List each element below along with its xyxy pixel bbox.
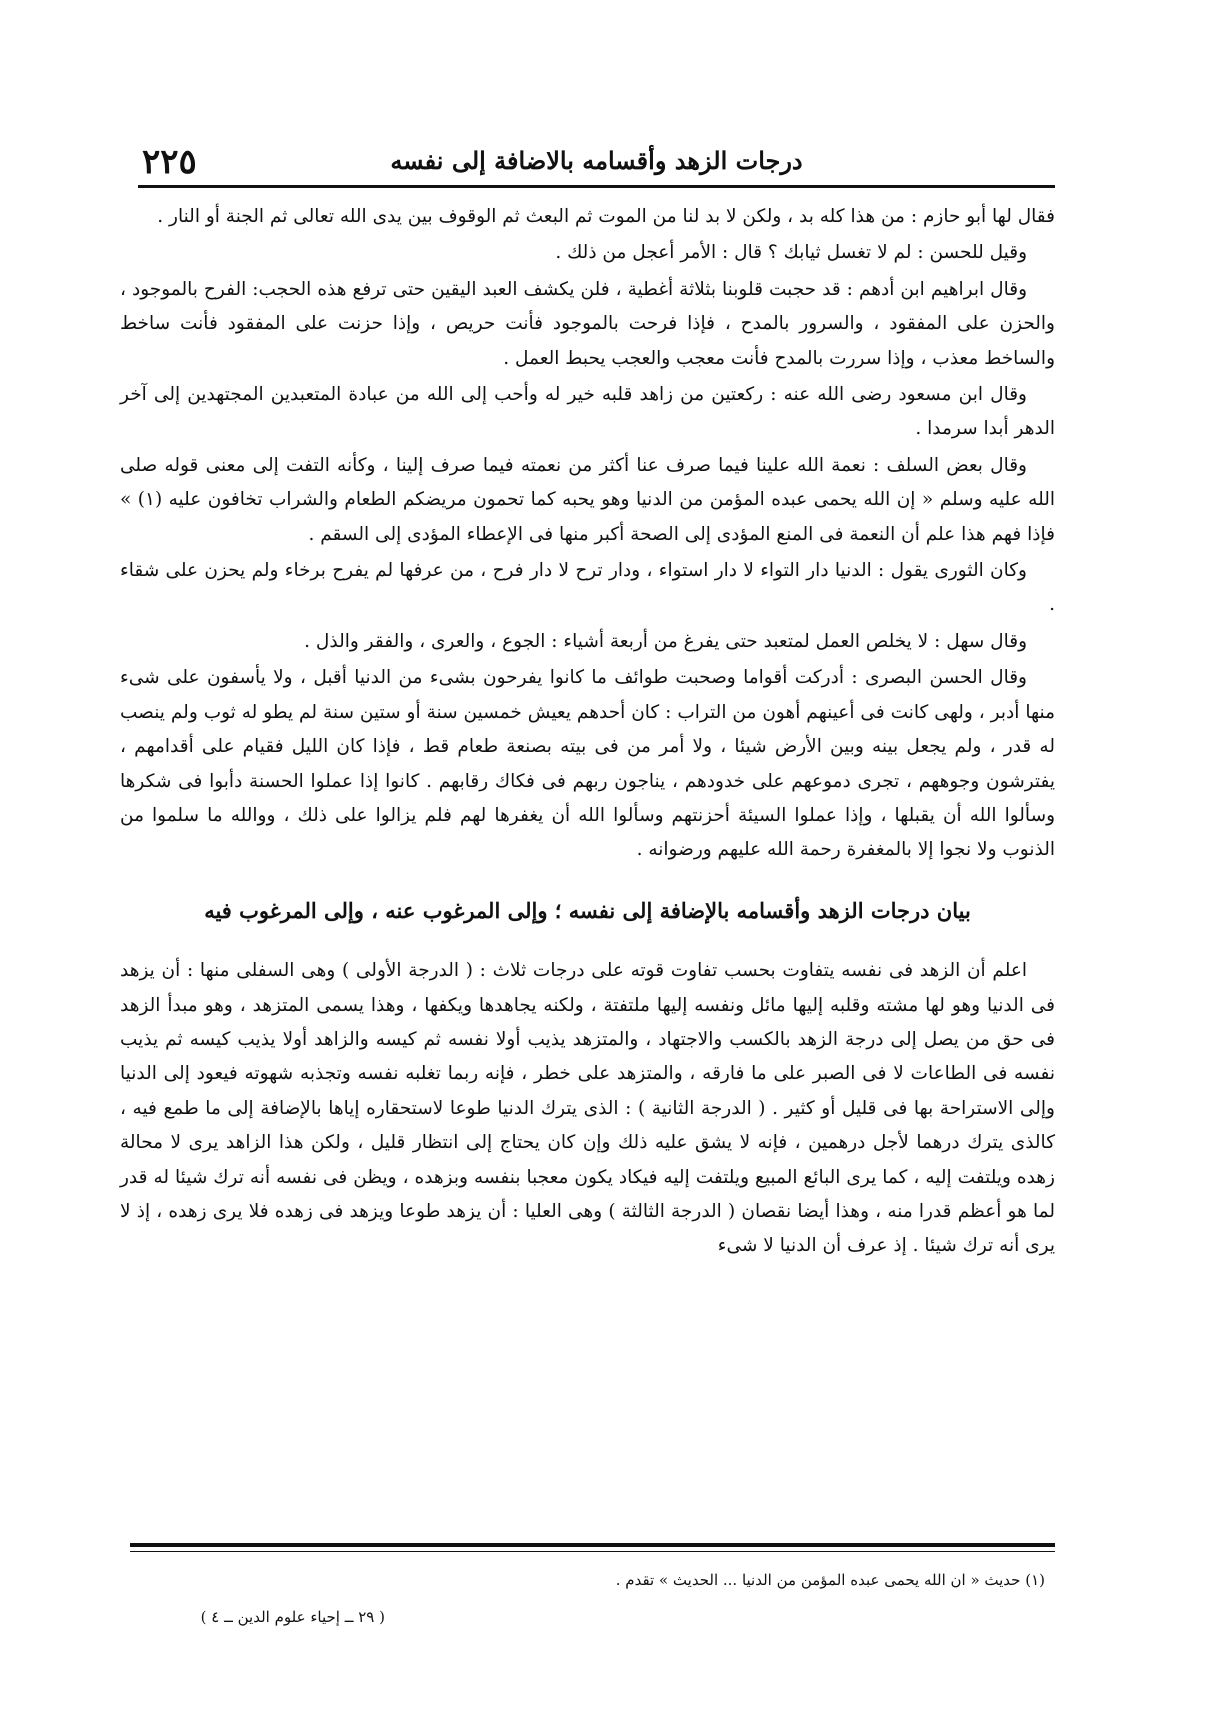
- page-header: [138, 142, 1055, 188]
- paragraph: وكان الثورى يقول : الدنيا دار التواء لا دار استواء ، ودار ترح لا دار فرح ، من عرفها لم يفرح برخاء ولم يحزن على شقاء .: [120, 560, 1055, 616]
- header-rule: [138, 185, 1055, 188]
- paragraph: وقيل للحسن : لم لا تغسل ثيابك ؟ قال : الأمر أعجل من ذلك .: [555, 242, 1027, 264]
- footnote: (١) حديث « ان الله يحمى عبده المؤمن من الدنيا ... الحديث » تقدم .: [615, 1571, 1045, 1589]
- footnote-separator: [130, 1543, 1055, 1547]
- paragraph: فقال لها أبو حازم : من هذا كله بد ، ولكن لا بد لنا من الموت ثم البعث ثم الوقوف بين يدى الله تعالى ثم الجنة أو النار .: [157, 206, 1055, 227]
- main-text: [120, 200, 1055, 1266]
- volume-signature: ( ٢٩ ــ إحياء علوم الدين ــ ٤ ): [200, 1608, 385, 1626]
- paragraph: وقال ابراهيم ابن أدهم : قد حجبت قلوبنا بثلاثة أغطية ، فلن يكشف العبد اليقين حتى ترفع هذه الحجب: الفرح بالموجود ، والحزن على المفقود ، والسرور بالمدح ، فإذا فرحت بالموجود فأنت حريص ، وإذا حزنت على المفقود فأنت ساخط والساخط معذب ، وإذا سررت بالمدح فأنت معجب والعجب يحبط العمل .: [120, 278, 1055, 369]
- paragraph: وقال ابن مسعود رضى الله عنه : ركعتين من زاهد قلبه خير له وأحب إلى الله من عبادة المتعبدين المجتهدين إلى آخر الدهر أبدا سرمدا .: [120, 384, 1055, 440]
- section-heading: بيان درجات الزهد وأقسامه بالإضافة إلى نفسه ؛ وإلى المرغوب عنه ، وإلى المرغوب فيه: [204, 897, 971, 923]
- paragraph: اعلم أن الزهد فى نفسه يتفاوت بحسب تفاوت قوته على درجات ثلاث : ( الدرجة الأولى ) وهى السفلى منها : أن يزهد فى الدنيا وهو لها مشته وقلبه إليها مائل ونفسه إليها ملتفتة ، ولكنه يجاهدها ويكفها ، وهذا يسمى المتزهد ، وهو مبدأ الزهد فى حق من يصل إلى درجة الزهد بالكسب والاجتهاد ، والمتزهد يذيب أولا نفسه ثم كيسه والزاهد أولا يذيب كيسه ثم يذيب نفسه فى الطاعات لا فى الصبر على ما فارقه ، والمتزهد على خطر ، فإنه ربما تغلبه نفسه وتجذبه شهوته فيعود إلى الدنيا وإلى الاستراحة بها فى قليل أو كثير . ( الدرجة الثانية ) : الذى يترك الدنيا طوعا لاستحقاره إياها بالإضافة إلى ما طمع فيه ، كالذى يترك درهما لأجل درهمين ، فإنه لا يشق عليه ذلك وإن كان يحتاج إلى انتظار قليل ، ولكن هذا الزاهد يرى لا محالة زهده ويلتفت إليه ، كما يرى البائع المبيع ويلتفت إليه فيكاد يكون معجبا بنفسه وبزهده ، ويظن فى نفسه أنه ترك شيئا له قدر لما هو أعظم قدرا منه ، وهذا أيضا نقصان ( الدرجة الثالثة ) وهى العليا : أن يزهد طوعا ويزهد فى زهده فلا يرى زهده ، إذ لا يرى أنه ترك شيئا . إذ عرف أن الدنيا لا شىء: [120, 960, 1055, 1257]
- running-title: درجات الزهد وأقسامه بالاضافة إلى نفسه: [390, 146, 803, 175]
- footnote-separator-thin: [130, 1551, 1055, 1552]
- paragraph: وقال سهل : لا يخلص العمل لمتعبد حتى يفرغ من أربعة أشياء : الجوع ، والعرى ، والفقر والذل .: [304, 630, 1027, 652]
- paragraph: وقال بعض السلف : نعمة الله علينا فيما صرف عنا أكثر من نعمته فيما صرف إلينا ، وكأنه التفت إلى معنى قوله صلى الله عليه وسلم « إن الله يحمى عبده المؤمن من الدنيا وهو يحبه كما تحمون مريضكم الطعام والشراب تخافون عليه (١) » فإذا فهم هذا علم أن النعمة فى المنع المؤدى إلى الصحة أكبر منها فى الإعطاء المؤدى إلى السقم .: [120, 454, 1055, 545]
- page-number: ٢٢٥: [142, 142, 197, 182]
- paragraph: وقال الحسن البصرى : أدركت أقواما وصحبت طوائف ما كانوا يفرحون بشىء من الدنيا أقبل ، ولا يأسفون على شىء منها أدبر ، ولهى كانت فى أعينهم أهون من التراب : كان أحدهم يعيش خمسين سنة أو ستين سنة لم يطو له ثوب ولم ينصب له قدر ، ولم يجعل بينه وبين الأرض شيئا ، ولا أمر من فى بيته بصنعة طعام قط ، فإذا كان الليل فقيام على أقدامهم ، يفترشون وجوههم ، تجرى دموعهم على خدودهم ، يناجون ربهم فى فكاك رقابهم . كانوا إذا عملوا الحسنة دأبوا فى شكرها وسألوا الله أن يقبلها ، وإذا عملوا السيئة أحزنتهم وسألوا الله أن يغفرها لهم فلم يزالوا على ذلك ، ووالله ما سلموا من الذنوب ولا نجوا إلا بالمغفرة رحمة الله عليهم ورضوانه .: [120, 667, 1055, 861]
